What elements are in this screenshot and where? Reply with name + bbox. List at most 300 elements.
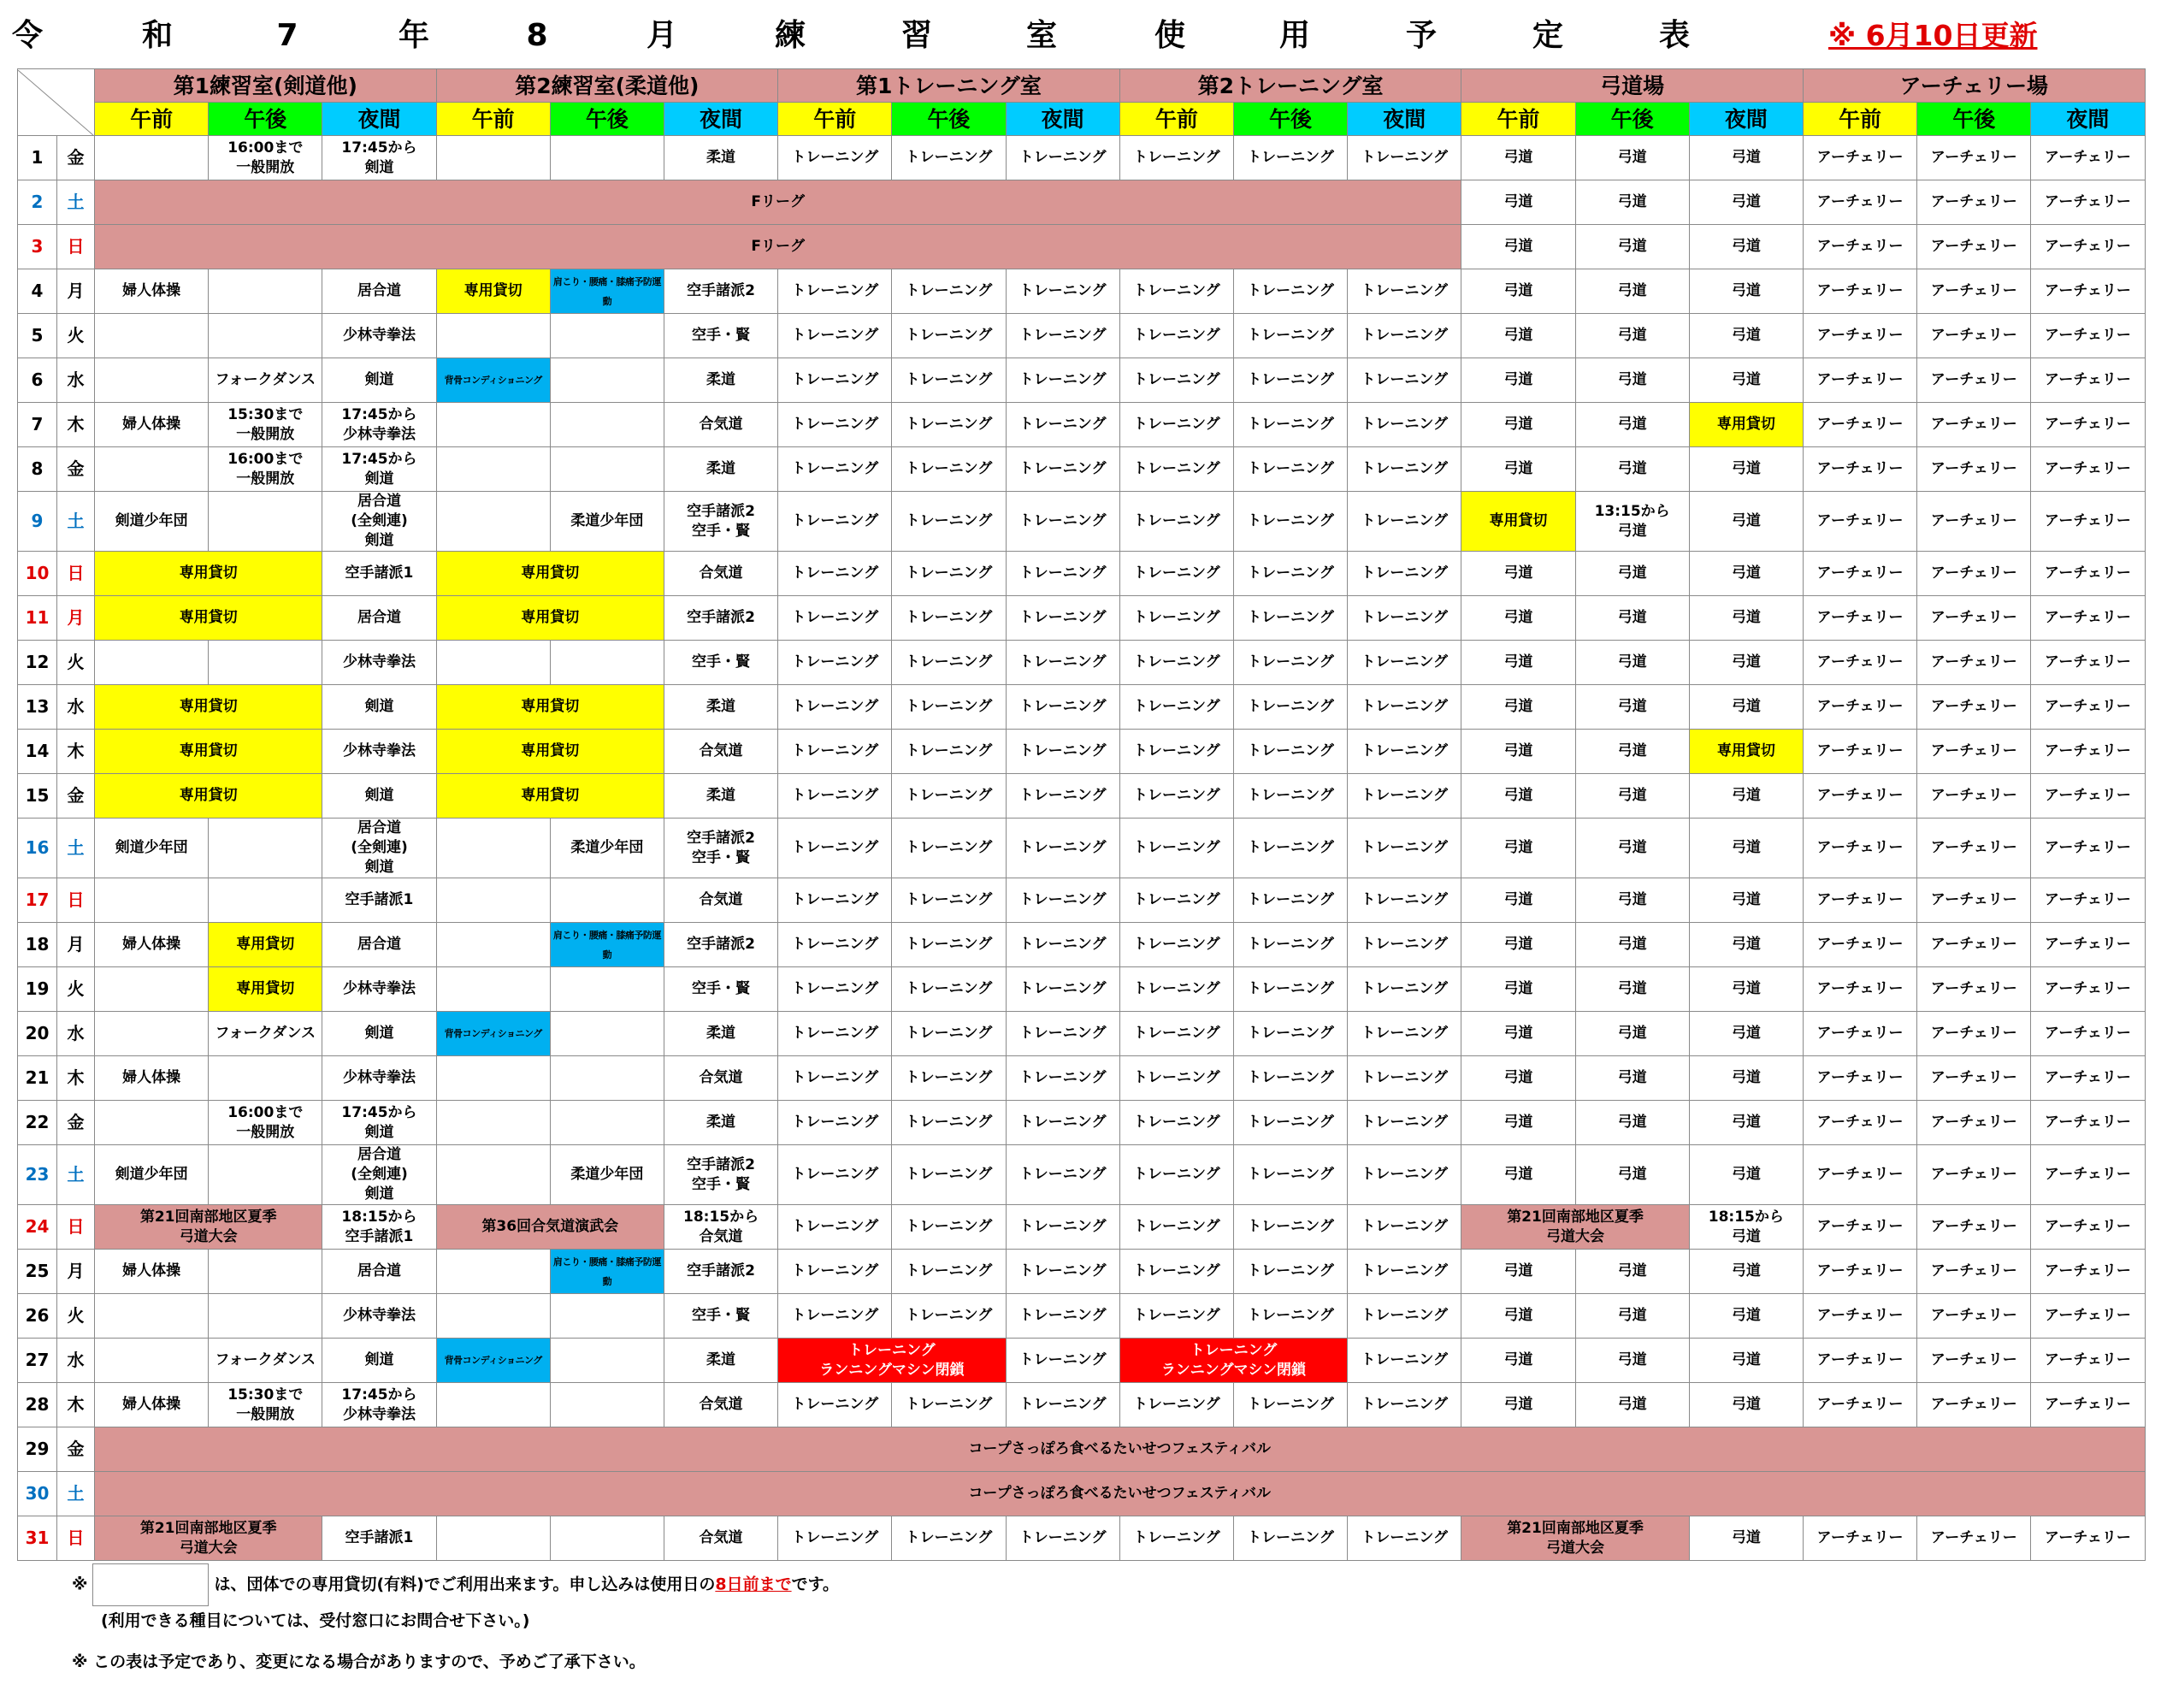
schedule-cell: トレーニング	[1119, 1516, 1233, 1561]
room-header: 第1トレーニング室	[778, 69, 1120, 103]
schedule-cell: トレーニング	[778, 878, 892, 923]
schedule-cell: トレーニング	[1119, 1383, 1233, 1427]
schedule-cell: 弓道	[1575, 774, 1689, 819]
schedule-cell: 弓道	[1575, 596, 1689, 641]
schedule-cell: アーチェリー	[2031, 136, 2145, 180]
schedule-cell: 弓道	[1689, 180, 1803, 225]
schedule-cell: 柔道	[664, 1012, 777, 1056]
schedule-cell: トレーニング	[1006, 403, 1119, 447]
schedule-cell: 背骨コンディショニング	[436, 1012, 550, 1056]
schedule-cell: トレーニング	[1233, 358, 1347, 403]
schedule-cell: 背骨コンディショニング	[436, 358, 550, 403]
schedule-cell: トレーニング	[1348, 967, 1461, 1012]
schedule-cell: アーチェリー	[1917, 1145, 2031, 1205]
schedule-cell: 16:00まで 一般開放	[209, 136, 322, 180]
schedule-cell: アーチェリー	[1917, 1516, 2031, 1561]
note-line-2: (利用できる種目については、受付窓口にお問合せ下さい。)	[101, 1611, 530, 1630]
schedule-cell: 合気道	[664, 552, 777, 596]
day-row	[18, 447, 2146, 492]
schedule-cell: 婦人体操	[95, 923, 209, 967]
schedule-cell: トレーニング	[778, 447, 892, 492]
schedule-cell	[436, 1056, 550, 1101]
schedule-cell	[209, 269, 322, 314]
schedule-cell: 弓道	[1575, 1056, 1689, 1101]
schedule-cell: 居合道	[322, 269, 436, 314]
schedule-cell: 少林寺拳法	[322, 1294, 436, 1339]
schedule-cell: アーチェリー	[1803, 596, 1916, 641]
schedule-cell: 空手諸派1	[322, 878, 436, 923]
schedule-cell: トレーニング	[1006, 1145, 1119, 1205]
schedule-cell: 弓道	[1575, 358, 1689, 403]
schedule-cell	[436, 403, 550, 447]
day-number: 23	[18, 1145, 57, 1205]
weekday: 木	[57, 403, 95, 447]
schedule-cell	[436, 492, 550, 552]
schedule-cell: アーチェリー	[1803, 552, 1916, 596]
schedule-cell	[436, 1250, 550, 1294]
schedule-cell: トレーニング	[1348, 1339, 1461, 1383]
day-row	[18, 878, 2146, 923]
schedule-cell: トレーニング	[1119, 730, 1233, 774]
schedule-cell: アーチェリー	[1917, 685, 2031, 730]
schedule-cell: 柔道	[664, 1339, 777, 1383]
schedule-cell: 肩こり・腰痛・膝痛予防運動	[550, 923, 664, 967]
schedule-cell: アーチェリー	[2031, 552, 2145, 596]
day-row	[18, 1383, 2146, 1427]
schedule-cell: 弓道	[1689, 1145, 1803, 1205]
schedule-cell: 17:45から 剣道	[322, 1101, 436, 1145]
schedule-cell: トレーニング	[1119, 923, 1233, 967]
schedule-cell: 専用貸切	[95, 730, 322, 774]
schedule-cell	[550, 878, 664, 923]
schedule-cell: アーチェリー	[2031, 269, 2145, 314]
schedule-cell: トレーニング	[1233, 1516, 1347, 1561]
schedule-cell: 弓道	[1461, 1294, 1575, 1339]
slot-header: 夜間	[322, 103, 436, 136]
schedule-cell: 柔道	[664, 358, 777, 403]
schedule-cell: アーチェリー	[2031, 967, 2145, 1012]
schedule-cell	[95, 358, 209, 403]
schedule-cell: 柔道少年団	[550, 492, 664, 552]
schedule-cell: アーチェリー	[2031, 403, 2145, 447]
day-number: 13	[18, 685, 57, 730]
weekday: 月	[57, 596, 95, 641]
slot-header: 午後	[209, 103, 322, 136]
schedule-cell: 婦人体操	[95, 403, 209, 447]
schedule-cell: トレーニング	[778, 269, 892, 314]
schedule-cell: トレーニング	[778, 730, 892, 774]
schedule-cell: トレーニング	[1119, 269, 1233, 314]
day-row	[18, 1339, 2146, 1383]
schedule-cell: トレーニング	[1348, 1056, 1461, 1101]
schedule-cell: 合気道	[664, 730, 777, 774]
day-number: 5	[18, 314, 57, 358]
schedule-cell: 弓道	[1689, 1516, 1803, 1561]
schedule-cell: トレーニング	[778, 1012, 892, 1056]
schedule-cell: 弓道	[1461, 225, 1575, 269]
schedule-cell: トレーニング	[1119, 1205, 1233, 1250]
schedule-cell: トレーニング	[892, 1012, 1006, 1056]
note-mark: ※	[72, 1575, 88, 1594]
schedule-cell: 少林寺拳法	[322, 314, 436, 358]
schedule-cell: トレーニング	[1348, 1012, 1461, 1056]
schedule-cell: トレーニング	[1233, 447, 1347, 492]
schedule-cell: 弓道	[1461, 819, 1575, 878]
schedule-cell: トレーニング	[1348, 403, 1461, 447]
schedule-cell: 弓道	[1461, 967, 1575, 1012]
schedule-cell: 16:00まで 一般開放	[209, 1101, 322, 1145]
schedule-cell: 専用貸切	[436, 552, 664, 596]
schedule-cell: アーチェリー	[1803, 878, 1916, 923]
title-char: 予	[1405, 18, 1437, 53]
schedule-cell: 弓道	[1689, 552, 1803, 596]
schedule-cell: アーチェリー	[2031, 1012, 2145, 1056]
weekday: 木	[57, 1383, 95, 1427]
weekday: 土	[57, 180, 95, 225]
day-number: 26	[18, 1294, 57, 1339]
day-number: 28	[18, 1383, 57, 1427]
schedule-cell	[95, 967, 209, 1012]
schedule-cell: Fリーグ	[95, 180, 1461, 225]
schedule-cell	[436, 314, 550, 358]
schedule-cell: トレーニング	[1348, 552, 1461, 596]
schedule-cell	[436, 1294, 550, 1339]
schedule-cell: 第21回南部地区夏季 弓道大会	[1461, 1516, 1689, 1561]
schedule-cell: アーチェリー	[2031, 492, 2145, 552]
schedule-cell: 剣道少年団	[95, 1145, 209, 1205]
schedule-cell: トレーニング	[1348, 314, 1461, 358]
schedule-cell: トレーニング ランニングマシン閉鎖	[1119, 1339, 1347, 1383]
schedule-cell: アーチェリー	[1917, 878, 2031, 923]
schedule-cell: トレーニング	[1119, 314, 1233, 358]
schedule-cell: アーチェリー	[2031, 1250, 2145, 1294]
schedule-cell: 弓道	[1689, 774, 1803, 819]
schedule-cell: トレーニング	[1348, 641, 1461, 685]
title-char: 習	[900, 18, 932, 53]
schedule-cell: 弓道	[1689, 923, 1803, 967]
schedule-cell: 少林寺拳法	[322, 641, 436, 685]
schedule-cell: トレーニング	[778, 774, 892, 819]
schedule-cell: 少林寺拳法	[322, 730, 436, 774]
schedule-cell: トレーニング	[1006, 1205, 1119, 1250]
note-deadline: 8日前まで	[715, 1575, 792, 1594]
weekday: 金	[57, 1101, 95, 1145]
schedule-cell: トレーニング	[892, 1516, 1006, 1561]
schedule-cell: トレーニング	[1119, 819, 1233, 878]
schedule-cell: トレーニング	[1348, 685, 1461, 730]
schedule-cell: 専用貸切	[209, 967, 322, 1012]
schedule-cell: 弓道	[1575, 1101, 1689, 1145]
schedule-cell: 弓道	[1689, 1056, 1803, 1101]
weekday: 日	[57, 878, 95, 923]
schedule-cell: トレーニング	[1119, 358, 1233, 403]
schedule-cell	[436, 967, 550, 1012]
schedule-cell: アーチェリー	[1803, 1101, 1916, 1145]
day-row	[18, 923, 2146, 967]
day-number: 9	[18, 492, 57, 552]
schedule-cell: トレーニング	[892, 314, 1006, 358]
schedule-cell: トレーニング	[1006, 1339, 1119, 1383]
schedule-cell: 婦人体操	[95, 1250, 209, 1294]
schedule-cell: トレーニング	[1006, 1516, 1119, 1561]
schedule-cell: 弓道	[1689, 1383, 1803, 1427]
schedule-cell: トレーニング	[1006, 1294, 1119, 1339]
schedule-cell: 婦人体操	[95, 1383, 209, 1427]
schedule-cell: トレーニング	[1006, 730, 1119, 774]
corner-diagonal	[18, 70, 93, 135]
schedule-cell: 18:15から 合気道	[664, 1205, 777, 1250]
day-number: 4	[18, 269, 57, 314]
schedule-cell: 専用貸切	[436, 730, 664, 774]
weekday: 水	[57, 1339, 95, 1383]
schedule-cell: アーチェリー	[1917, 180, 2031, 225]
schedule-cell: 弓道	[1461, 180, 1575, 225]
schedule-cell: トレーニング	[1233, 552, 1347, 596]
schedule-cell: アーチェリー	[2031, 1516, 2145, 1561]
schedule-cell: トレーニング	[778, 552, 892, 596]
schedule-cell: 専用貸切	[95, 774, 322, 819]
schedule-cell: 弓道	[1575, 967, 1689, 1012]
schedule-cell: 合気道	[664, 403, 777, 447]
day-number: 30	[18, 1472, 57, 1516]
schedule-cell: 弓道	[1689, 596, 1803, 641]
weekday: 月	[57, 1250, 95, 1294]
schedule-cell: 弓道	[1689, 314, 1803, 358]
schedule-cell: トレーニング	[1119, 1145, 1233, 1205]
schedule-cell: 剣道	[322, 358, 436, 403]
schedule-cell: トレーニング	[1348, 269, 1461, 314]
schedule-cell: トレーニング	[1006, 878, 1119, 923]
schedule-cell: 弓道	[1461, 1383, 1575, 1427]
schedule-cell: 専用貸切	[1461, 492, 1575, 552]
schedule-cell: トレーニング	[778, 1294, 892, 1339]
schedule-cell: トレーニング	[1233, 1101, 1347, 1145]
schedule-cell: アーチェリー	[2031, 923, 2145, 967]
schedule-cell: アーチェリー	[1917, 819, 2031, 878]
schedule-cell: 弓道	[1461, 1012, 1575, 1056]
schedule-cell: 剣道	[322, 774, 436, 819]
day-row	[18, 685, 2146, 730]
schedule-cell	[550, 1101, 664, 1145]
schedule-cell: トレーニング	[1348, 492, 1461, 552]
schedule-cell: 弓道	[1575, 1250, 1689, 1294]
schedule-cell: アーチェリー	[1803, 447, 1916, 492]
schedule-cell: 弓道	[1461, 403, 1575, 447]
schedule-cell: アーチェリー	[1917, 1101, 2031, 1145]
schedule-cell: トレーニング	[778, 685, 892, 730]
schedule-cell: 弓道	[1689, 967, 1803, 1012]
schedule-cell	[436, 1383, 550, 1427]
schedule-cell: 弓道	[1575, 641, 1689, 685]
schedule-cell: 空手諸派2 空手・賢	[664, 819, 777, 878]
schedule-cell: トレーニング	[1119, 685, 1233, 730]
schedule-cell: 弓道	[1461, 358, 1575, 403]
title-char: 用	[1278, 18, 1310, 53]
schedule-cell	[95, 1101, 209, 1145]
schedule-cell: トレーニング	[892, 447, 1006, 492]
weekday: 土	[57, 1472, 95, 1516]
schedule-cell: 弓道	[1461, 314, 1575, 358]
day-number: 20	[18, 1012, 57, 1056]
schedule-cell: 弓道	[1575, 878, 1689, 923]
schedule-cell: アーチェリー	[1917, 1056, 2031, 1101]
schedule-cell: アーチェリー	[1917, 730, 2031, 774]
schedule-cell: アーチェリー	[1917, 403, 2031, 447]
slot-header: 夜間	[2031, 103, 2145, 136]
schedule-cell: アーチェリー	[1917, 923, 2031, 967]
schedule-cell: トレーニング	[1006, 136, 1119, 180]
weekday: 火	[57, 314, 95, 358]
schedule-cell: アーチェリー	[2031, 819, 2145, 878]
day-row	[18, 1145, 2146, 1205]
schedule-cell: 弓道	[1575, 685, 1689, 730]
day-number: 29	[18, 1427, 57, 1472]
schedule-cell: トレーニング	[1119, 403, 1233, 447]
slot-header: 午後	[550, 103, 664, 136]
schedule-cell: トレーニング	[1119, 878, 1233, 923]
schedule-cell	[436, 447, 550, 492]
day-row	[18, 314, 2146, 358]
schedule-cell: 婦人体操	[95, 269, 209, 314]
schedule-cell: アーチェリー	[1917, 1205, 2031, 1250]
schedule-cell: トレーニング	[892, 774, 1006, 819]
schedule-cell: トレーニング	[778, 923, 892, 967]
schedule-cell: アーチェリー	[2031, 730, 2145, 774]
day-row	[18, 403, 2146, 447]
schedule-cell: トレーニング	[1006, 447, 1119, 492]
schedule-cell: 弓道	[1461, 1101, 1575, 1145]
schedule-cell	[550, 447, 664, 492]
schedule-cell: 弓道	[1689, 1101, 1803, 1145]
schedule-cell	[209, 1056, 322, 1101]
schedule-cell: トレーニング	[1119, 1101, 1233, 1145]
day-number: 12	[18, 641, 57, 685]
note-text-a: は、団体での専用貸切(有料)でご利用出来ます。申し込みは使用日の	[214, 1575, 716, 1594]
schedule-cell: トレーニング	[1233, 596, 1347, 641]
schedule-cell: アーチェリー	[1917, 1294, 2031, 1339]
schedule-cell: トレーニング	[778, 136, 892, 180]
schedule-cell	[436, 819, 550, 878]
room-header: アーチェリー場	[1803, 69, 2145, 103]
schedule-cell: アーチェリー	[1803, 1056, 1916, 1101]
schedule-cell: 柔道	[664, 447, 777, 492]
schedule-cell: トレーニング	[1233, 923, 1347, 967]
schedule-cell: トレーニング	[892, 641, 1006, 685]
schedule-cell	[209, 878, 322, 923]
schedule-cell: アーチェリー	[2031, 1383, 2145, 1427]
schedule-cell: トレーニング	[778, 1250, 892, 1294]
schedule-cell: 空手諸派1	[322, 1516, 436, 1561]
schedule-cell: トレーニング	[778, 492, 892, 552]
schedule-cell: 第21回南部地区夏季 弓道大会	[1461, 1205, 1689, 1250]
weekday: 水	[57, 685, 95, 730]
schedule-cell: トレーニング	[778, 967, 892, 1012]
schedule-cell: トレーニング	[1233, 641, 1347, 685]
schedule-cell: トレーニング	[1348, 1383, 1461, 1427]
weekday: 月	[57, 269, 95, 314]
schedule-cell: トレーニング	[1233, 492, 1347, 552]
title-char: 表	[1658, 18, 1690, 53]
schedule-cell: フォークダンス	[209, 358, 322, 403]
schedule-cell: 弓道	[1689, 492, 1803, 552]
schedule-cell: アーチェリー	[2031, 358, 2145, 403]
day-number: 2	[18, 180, 57, 225]
schedule-cell: アーチェリー	[1917, 1250, 2031, 1294]
title-char: 8	[526, 18, 548, 53]
schedule-cell: アーチェリー	[1803, 1205, 1916, 1250]
schedule-cell: トレーニング	[892, 923, 1006, 967]
schedule-cell: 第21回南部地区夏季 弓道大会	[95, 1205, 322, 1250]
schedule-cell: トレーニング	[1119, 136, 1233, 180]
schedule-cell	[95, 1294, 209, 1339]
day-row	[18, 641, 2146, 685]
day-row	[18, 1516, 2146, 1561]
schedule-cell	[95, 878, 209, 923]
schedule-cell: 弓道	[1689, 269, 1803, 314]
title-char: 和	[141, 18, 173, 53]
schedule-cell	[95, 641, 209, 685]
schedule-cell: アーチェリー	[1803, 967, 1916, 1012]
schedule-cell: アーチェリー	[1803, 923, 1916, 967]
schedule-cell: アーチェリー	[1803, 1145, 1916, 1205]
schedule-cell: 空手・賢	[664, 967, 777, 1012]
schedule-cell: 弓道	[1575, 1294, 1689, 1339]
schedule-cell: アーチェリー	[1917, 492, 2031, 552]
schedule-cell: トレーニング	[1233, 136, 1347, 180]
schedule-cell: アーチェリー	[1803, 358, 1916, 403]
weekday: 金	[57, 136, 95, 180]
schedule-cell: トレーニング	[892, 1294, 1006, 1339]
day-row	[18, 552, 2146, 596]
slot-header: 午後	[1575, 103, 1689, 136]
schedule-cell: アーチェリー	[2031, 225, 2145, 269]
schedule-cell: トレーニング	[1348, 596, 1461, 641]
slot-header-row	[18, 103, 2146, 136]
weekday: 金	[57, 1427, 95, 1472]
schedule-cell: トレーニング	[778, 314, 892, 358]
schedule-cell: 弓道	[1575, 1145, 1689, 1205]
schedule-cell: トレーニング	[1006, 641, 1119, 685]
page-title	[11, 12, 2155, 60]
schedule-cell: トレーニング	[1233, 774, 1347, 819]
schedule-cell: トレーニング	[1006, 819, 1119, 878]
schedule-cell: アーチェリー	[2031, 447, 2145, 492]
schedule-cell: 弓道	[1575, 136, 1689, 180]
schedule-cell: フォークダンス	[209, 1339, 322, 1383]
schedule-cell: トレーニング	[1348, 878, 1461, 923]
schedule-cell: トレーニング	[1006, 1056, 1119, 1101]
schedule-cell: トレーニング	[1119, 492, 1233, 552]
schedule-cell: 18:15から 空手諸派1	[322, 1205, 436, 1250]
schedule-cell: 少林寺拳法	[322, 1056, 436, 1101]
day-number: 22	[18, 1101, 57, 1145]
schedule-cell: 空手・賢	[664, 641, 777, 685]
schedule-cell: 弓道	[1461, 1056, 1575, 1101]
day-number: 24	[18, 1205, 57, 1250]
schedule-cell: トレーニング	[1233, 1205, 1347, 1250]
schedule-cell: 弓道	[1461, 136, 1575, 180]
schedule-cell: 空手・賢	[664, 1294, 777, 1339]
schedule-cell: 合気道	[664, 1056, 777, 1101]
schedule-cell: 弓道	[1461, 1339, 1575, 1383]
weekday: 水	[57, 1012, 95, 1056]
schedule-cell: アーチェリー	[1917, 358, 2031, 403]
schedule-cell: アーチェリー	[2031, 1101, 2145, 1145]
schedule-cell: アーチェリー	[1917, 314, 2031, 358]
schedule-cell: トレーニング	[892, 1205, 1006, 1250]
schedule-cell: 空手諸派2 空手・賢	[664, 492, 777, 552]
schedule-cell: トレーニング	[1006, 923, 1119, 967]
